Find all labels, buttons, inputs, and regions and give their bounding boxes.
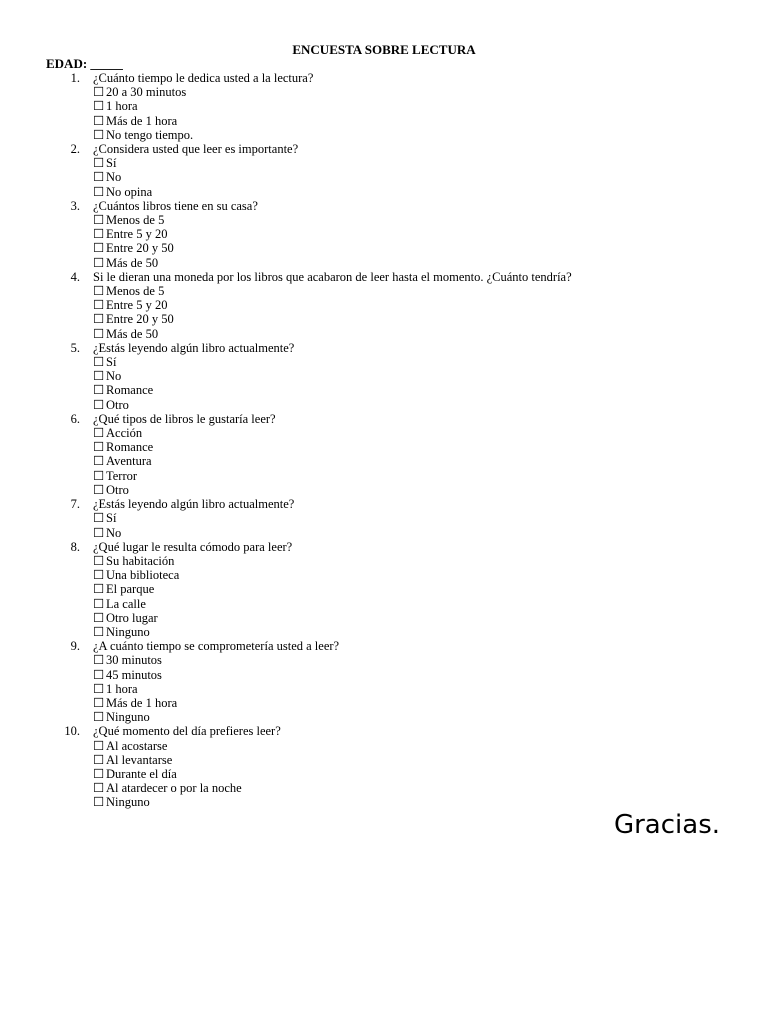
answer-option-label: Sí [106,511,117,526]
question-text: ¿Considera usted que leer es importante? [93,142,299,157]
answer-option[interactable] [93,781,768,795]
question-text: ¿Cuántos libros tiene en su casa? [93,198,258,213]
answer-option-label: Entre 20 y 50 [106,312,174,327]
answer-option-label: Más de 1 hora [106,695,178,710]
answer-option-label: Su habitación [106,553,175,568]
checkbox-icon[interactable]: ☐ [93,170,105,185]
answer-option-label: Al levantarse [106,752,173,767]
checkbox-icon[interactable]: ☐ [93,511,105,526]
answer-option[interactable] [93,625,768,639]
answer-option-label: Al acostarse [106,738,168,753]
answer-option[interactable] [93,426,768,440]
answer-option-label: Una biblioteca [106,568,180,583]
answer-option[interactable] [93,597,768,611]
answer-option[interactable] [93,454,768,468]
answer-option-label: Menos de 5 [106,213,165,228]
checkbox-icon[interactable]: ☐ [93,113,105,128]
question-number: 2. [70,142,80,157]
answer-option[interactable] [93,554,768,568]
answer-option-label: No [106,525,122,540]
checkbox-icon[interactable]: ☐ [93,653,105,668]
answer-option-label: Otro [106,482,129,497]
checkbox-icon[interactable]: ☐ [93,795,105,810]
answer-option[interactable] [93,611,768,625]
checkbox-icon[interactable]: ☐ [93,596,105,611]
checkbox-icon[interactable]: ☐ [93,667,105,682]
checkbox-icon[interactable]: ☐ [93,99,105,114]
answer-option-label: Otro lugar [106,610,158,625]
question-item [0,724,768,809]
question-text: ¿Cuánto tiempo le dedica usted a la lectura? [93,71,314,85]
answer-option-label: 20 a 30 minutos [106,85,187,100]
checkbox-icon[interactable]: ☐ [93,695,105,710]
answer-option-label: Menos de 5 [106,284,165,299]
question-number: 1. [70,71,80,85]
answer-option-label: Más de 50 [106,326,159,341]
answer-option[interactable] [93,355,768,369]
answer-option[interactable] [93,568,768,582]
question-text: ¿Estás leyendo algún libro actualmente? [93,497,295,512]
answer-option[interactable] [93,327,768,341]
answer-option[interactable] [93,739,768,753]
answer-option[interactable] [93,582,768,596]
question-item [0,497,768,540]
checkbox-icon[interactable]: ☐ [93,766,105,781]
answer-option-label: Terror [106,468,138,483]
checkbox-icon[interactable]: ☐ [93,781,105,796]
answer-option-label: No opina [106,184,153,199]
checkbox-icon[interactable]: ☐ [93,610,105,625]
answer-option[interactable] [93,128,768,142]
answer-option[interactable] [93,440,768,454]
checkbox-icon[interactable]: ☐ [93,284,105,299]
answer-option[interactable] [93,398,768,412]
question-text: Si le dieran una moneda por los libros que acabaron de leer hasta el momento. ¿Cuánto tendría? [93,269,572,284]
answer-option-label: No [106,369,122,384]
survey-questions [0,71,768,810]
checkbox-icon[interactable]: ☐ [93,468,105,483]
question-item [0,199,768,270]
checkbox-icon[interactable]: ☐ [93,553,105,568]
answer-option-label: El parque [106,582,155,597]
checkbox-icon[interactable]: ☐ [93,440,105,455]
answer-option[interactable] [93,710,768,724]
checkbox-icon[interactable]: ☐ [93,213,105,228]
answer-option[interactable] [93,156,768,170]
checkbox-icon[interactable]: ☐ [93,184,105,199]
checkbox-icon[interactable]: ☐ [93,241,105,256]
answer-option-label: 30 minutos [106,653,162,668]
question-number: 8. [70,539,80,554]
answer-option-label: No [106,170,122,185]
question-item [0,639,768,724]
checkbox-icon[interactable]: ☐ [93,383,105,398]
checkbox-icon[interactable]: ☐ [93,752,105,767]
answer-option[interactable] [93,767,768,781]
checkbox-icon[interactable]: ☐ [93,156,105,171]
checkbox-icon[interactable]: ☐ [93,397,105,412]
checkbox-icon[interactable]: ☐ [93,426,105,441]
question-number: 9. [70,639,80,654]
question-text: ¿Qué tipos de libros le gustaría leer? [93,411,276,426]
question-text: ¿Qué lugar le resulta cómodo para leer? [93,539,293,554]
question-text: ¿A cuánto tiempo se comprometería usted a leer? [93,639,340,654]
question-text: ¿Qué momento del día prefieres leer? [93,724,281,739]
answer-option-label: Más de 1 hora [106,113,178,128]
answer-option-label: 1 hora [106,681,138,696]
answer-option[interactable] [93,256,768,270]
answer-option-label: No tengo tiempo. [106,127,194,142]
checkbox-icon[interactable]: ☐ [93,624,105,639]
checkbox-icon[interactable]: ☐ [93,525,105,540]
checkbox-icon[interactable]: ☐ [93,298,105,313]
answer-option-label: Entre 5 y 20 [106,227,168,242]
answer-option-label: Durante el día [106,766,177,781]
answer-option-label: 1 hora [106,99,138,114]
question-number: 5. [70,340,80,355]
question-item [0,142,768,199]
answer-option[interactable] [93,696,768,710]
answer-option[interactable] [93,298,768,312]
checkbox-icon[interactable]: ☐ [93,227,105,242]
answer-option[interactable] [93,99,768,113]
checkbox-icon[interactable]: ☐ [93,369,105,384]
checkbox-icon[interactable]: ☐ [93,127,105,142]
answer-option[interactable] [93,312,768,326]
question-text: ¿Estás leyendo algún libro actualmente? [93,340,295,355]
checkbox-icon[interactable]: ☐ [93,568,105,583]
age-field-label: EDAD: _____ [46,56,123,71]
answer-option-label: Romance [106,383,154,398]
checkbox-icon[interactable]: ☐ [93,255,105,270]
question-number: 10. [64,724,80,739]
answer-option-label: Entre 20 y 50 [106,241,174,256]
answer-option[interactable] [93,85,768,99]
answer-option-label: La calle [106,596,146,611]
question-item [0,71,768,142]
answer-option[interactable] [93,469,768,483]
page-title: ENCUESTA SOBRE LECTURA [292,42,476,57]
answer-option[interactable] [93,526,768,540]
question-item [0,341,768,412]
question-item [0,270,768,341]
answer-option[interactable] [93,227,768,241]
answer-option[interactable] [93,653,768,667]
answer-option-label: Sí [106,156,117,171]
checkbox-icon[interactable]: ☐ [93,738,105,753]
checkbox-icon[interactable]: ☐ [93,454,105,469]
answer-option-label: Ninguno [106,710,150,725]
checkbox-icon[interactable]: ☐ [93,326,105,341]
checkbox-icon[interactable]: ☐ [93,312,105,327]
answer-option[interactable] [93,170,768,184]
question-number: 6. [70,411,80,426]
checkbox-icon[interactable]: ☐ [93,85,105,100]
answer-option[interactable] [93,369,768,383]
answer-option[interactable] [93,241,768,255]
answer-option-label: Acción [106,426,143,441]
question-number: 4. [70,269,80,284]
answer-option[interactable] [93,682,768,696]
answer-option[interactable] [93,284,768,298]
checkbox-icon[interactable]: ☐ [93,582,105,597]
answer-option-label: Más de 50 [106,255,159,270]
answer-option-label: Ninguno [106,795,150,810]
answer-option-label: Entre 5 y 20 [106,298,168,313]
checkbox-icon[interactable]: ☐ [93,681,105,696]
answer-option-label: Romance [106,440,154,455]
answer-option[interactable] [93,114,768,128]
checkbox-icon[interactable]: ☐ [93,355,105,370]
answer-option-label: Sí [106,355,117,370]
question-number: 3. [70,198,80,213]
answer-option[interactable] [93,213,768,227]
question-item [0,540,768,639]
question-item [0,412,768,497]
answer-option-label: 45 minutos [106,667,162,682]
answer-option-label: Otro [106,397,129,412]
answer-option-label: Al atardecer o por la noche [106,781,242,796]
question-number: 7. [70,497,80,512]
answer-option[interactable] [93,383,768,397]
answer-option-label: Aventura [106,454,152,469]
answer-option[interactable] [93,753,768,767]
answer-option-label: Ninguno [106,624,150,639]
answer-option[interactable] [93,668,768,682]
answer-option[interactable] [93,185,768,199]
answer-option[interactable] [93,511,768,525]
answer-option[interactable] [93,483,768,497]
checkbox-icon[interactable]: ☐ [93,710,105,725]
closing-text: Gracias. [613,810,720,840]
checkbox-icon[interactable]: ☐ [93,482,105,497]
